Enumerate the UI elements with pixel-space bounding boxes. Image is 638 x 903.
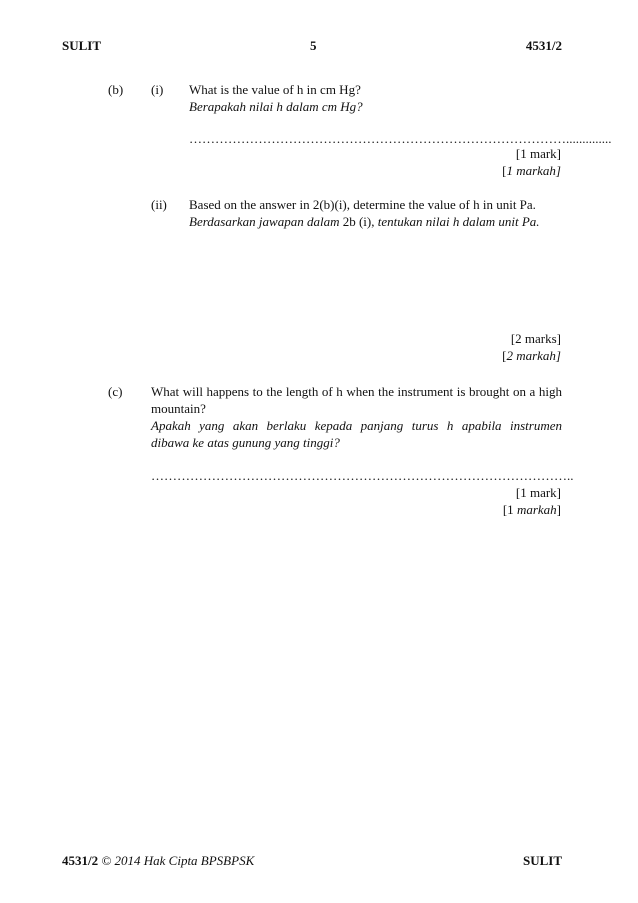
mark-c-ms	[503, 502, 561, 518]
answer-line-b-i: ……………………………………………………………………………..............	[189, 131, 612, 146]
answer-line-c: ……………………………………………………………………………………..	[151, 468, 574, 483]
question-b-i-label: (i)	[151, 82, 164, 97]
mark-c-ms-open: [1	[502, 502, 517, 517]
mark-b-i-ms-open: [	[502, 163, 507, 178]
header-left: SULIT	[62, 38, 102, 53]
mark-b-i-ms-number: 1	[506, 163, 513, 178]
question-b-ii-ms-part2: 2b (i),	[339, 214, 378, 229]
mark-b-ii-ms-word: markah]	[512, 348, 561, 363]
footer-right: SULIT	[522, 853, 562, 868]
mark-b-i-ms	[502, 163, 561, 179]
question-c-text-en-line2: mountain?	[151, 401, 206, 416]
question-c-text-en-line1: What will happens to the length of h when the instrument is brought on a high	[151, 384, 562, 399]
mark-b-ii-ms-number: 2	[506, 348, 513, 363]
question-b-ii-text-en: Based on the answer in 2(b)(i), determine the value of h in unit Pa.	[189, 197, 536, 212]
question-b-i-text-en: What is the value of h in cm Hg?	[189, 82, 361, 97]
mark-b-ii-ms-open: [	[502, 348, 507, 363]
footer-left	[62, 853, 254, 869]
question-b-ii-ms-part3: tentukan nilai h dalam unit Pa.	[377, 214, 540, 229]
question-b-ii-label: (ii)	[151, 197, 167, 212]
question-c-text-ms-line2: dibawa ke atas gunung yang tinggi?	[151, 435, 340, 450]
page-number: 5	[310, 38, 317, 53]
footer-code: 4531/2	[62, 853, 99, 868]
footer-copyright: © 2014 Hak Cipta BPSBPSK	[98, 853, 255, 868]
question-c-text-ms-line1: Apakah yang akan berlaku kepada panjang turus h apabila instrumen	[151, 418, 562, 433]
mark-c-ms-close: ]	[556, 502, 561, 517]
question-b-i-text-ms: Berapakah nilai h dalam cm Hg?	[189, 99, 363, 114]
mark-c-ms-word: markah	[516, 502, 557, 517]
mark-b-ii-en: [2 marks]	[510, 331, 561, 346]
mark-b-i-en: [1 mark]	[515, 146, 561, 161]
mark-b-ii-ms	[502, 348, 561, 364]
question-b-label: (b)	[108, 82, 124, 97]
question-b-ii-text-ms	[189, 214, 540, 230]
question-b-ii-ms-part1: Berdasarkan jawapan dalam	[189, 214, 340, 229]
question-c-label: (c)	[108, 384, 123, 399]
header-right: 4531/2	[525, 38, 562, 53]
mark-b-i-ms-word: markah]	[512, 163, 561, 178]
mark-c-en: [1 mark]	[515, 485, 561, 500]
